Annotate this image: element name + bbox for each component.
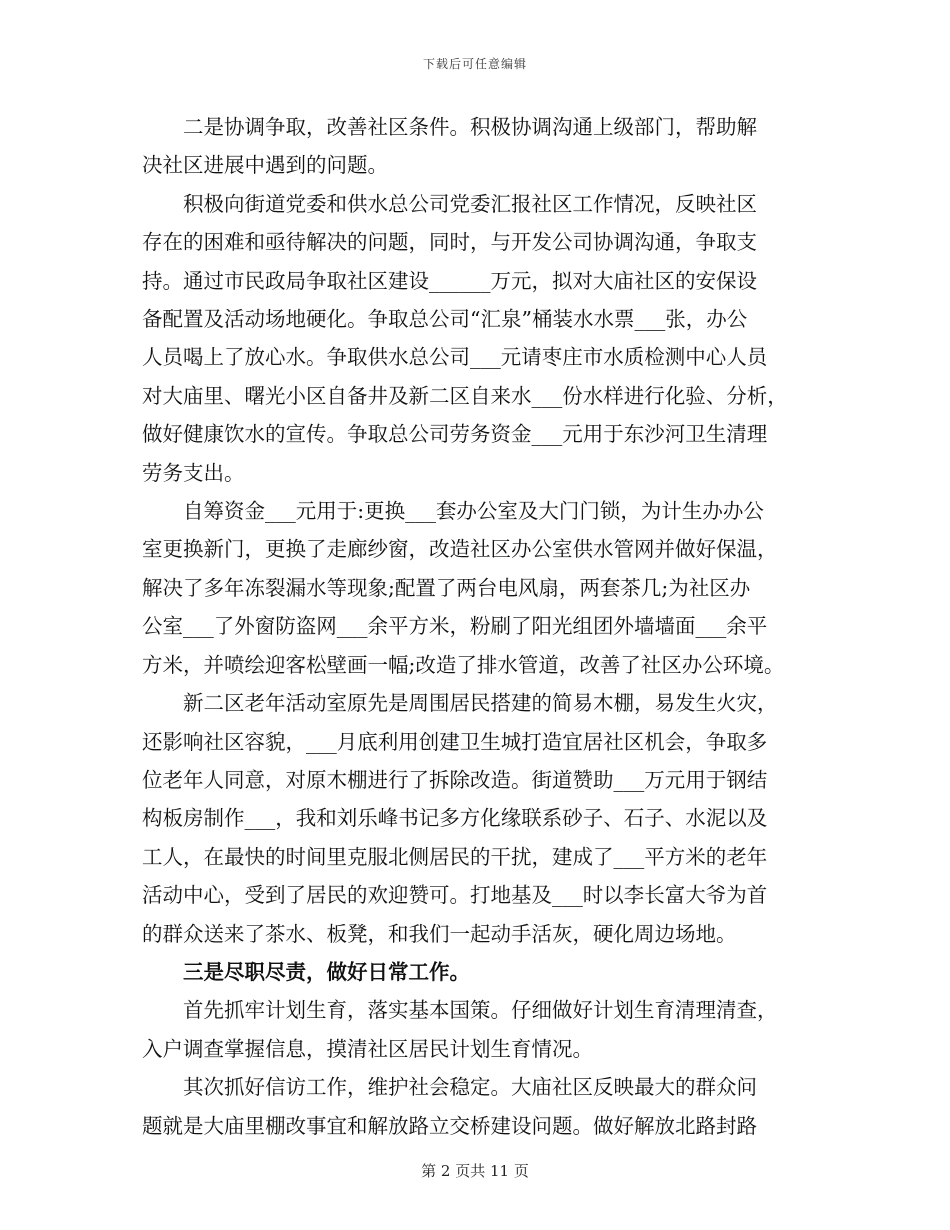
paragraph — [142, 492, 814, 684]
text-line: 新二区老年活动室原先是周围居民搭建的简易木棚，易发生火灾， — [183, 691, 778, 716]
text-line: 位老年人同意，对原木棚进行了拆除改造。街道赞助___万元用于钢结 — [142, 767, 768, 792]
document-body — [142, 108, 814, 1145]
text-line: 存在的困难和亟待解决的问题，同时，与开发公司协调沟通，争取支 — [142, 230, 757, 255]
text-line: 对大庙里、曙光小区自备井及新二区自来水___份水样进行化验、分析， — [142, 383, 788, 408]
paragraph — [142, 1068, 814, 1145]
paragraph — [142, 108, 814, 185]
text-line: 三是尽职尽责，做好日常工作。 — [183, 959, 470, 984]
text-line: 劳务支出。 — [142, 460, 245, 485]
text-line: 活动中心，受到了居民的欢迎赞可。打地基及___时以李长富大爷为首 — [142, 883, 768, 908]
text-line: 二是协调争取，改善社区条件。积极协调沟通上级部门，帮助解 — [183, 115, 757, 139]
text-line: 构板房制作___，我和刘乐峰书记多方化缘联系砂子、石子、水泥以及 — [142, 806, 768, 831]
text-line: 解决了多年冻裂漏水等现象;配置了两台电风扇，两套茶几;为社区办 — [142, 575, 751, 600]
text-line: 做好健康饮水的宣传。争取总公司劳务资金___元用于东沙河卫生清理 — [142, 422, 768, 447]
text-line: 人员喝上了放心水。争取供水总公司___元请枣庄市水质检测中心人员 — [142, 345, 768, 370]
text-line: 工人，在最快的时间里克服北侧居民的干扰，建成了___平方米的老年 — [142, 844, 768, 869]
page-header: 下载后可任意编辑 — [422, 57, 527, 71]
section-heading — [142, 953, 814, 991]
page-footer: 第 2 页共 11 页 — [421, 1162, 529, 1180]
text-line: 题就是大庙里棚改事宜和解放路立交桥建设问题。做好解放北路封路 — [142, 1113, 757, 1138]
text-line: 决社区进展中遇到的问题。 — [142, 153, 388, 178]
text-line: 自筹资金___元用于:更换___套办公室及大门门锁，为计生办办公 — [183, 499, 764, 524]
paragraph — [142, 991, 814, 1068]
text-line: 备配置及活动场地硬化。争取总公司“汇泉”桶装水水票___张，办公 — [142, 307, 748, 332]
text-line: 持。通过市民政局争取社区建设______万元，拟对大庙社区的安保设 — [142, 268, 757, 293]
text-line: 的群众送来了茶水、板凳，和我们一起动手活灰，硬化周边场地。 — [142, 921, 737, 946]
text-line: 其次抓好信访工作，维护社会稳定。大庙社区反映最大的群众问 — [183, 1075, 757, 1100]
paragraph — [142, 684, 814, 953]
text-line: 室更换新门，更换了走廊纱窗，改造社区办公室供水管网并做好保温， — [142, 537, 778, 562]
text-line: 方米，并喷绘迎客松壁画一幅;改造了排水管道，改善了社区办公环境。 — [142, 652, 785, 677]
text-line: 还影响社区容貌，___月底利用创建卫生城打造宜居社区机会，争取多 — [142, 729, 768, 754]
text-line: 公室___了外窗防盗网___余平方米，粉刷了阳光组团外墙墙面___余平 — [142, 614, 768, 639]
text-line: 首先抓牢计划生育，落实基本国策。仔细做好计划生育清理清查， — [183, 998, 778, 1023]
paragraph — [142, 185, 814, 492]
text-line: 入户调查掌握信息，摸清社区居民计划生育情况。 — [142, 1036, 593, 1061]
text-line: 积极向街道党委和供水总公司党委汇报社区工作情况，反映社区 — [183, 191, 757, 216]
